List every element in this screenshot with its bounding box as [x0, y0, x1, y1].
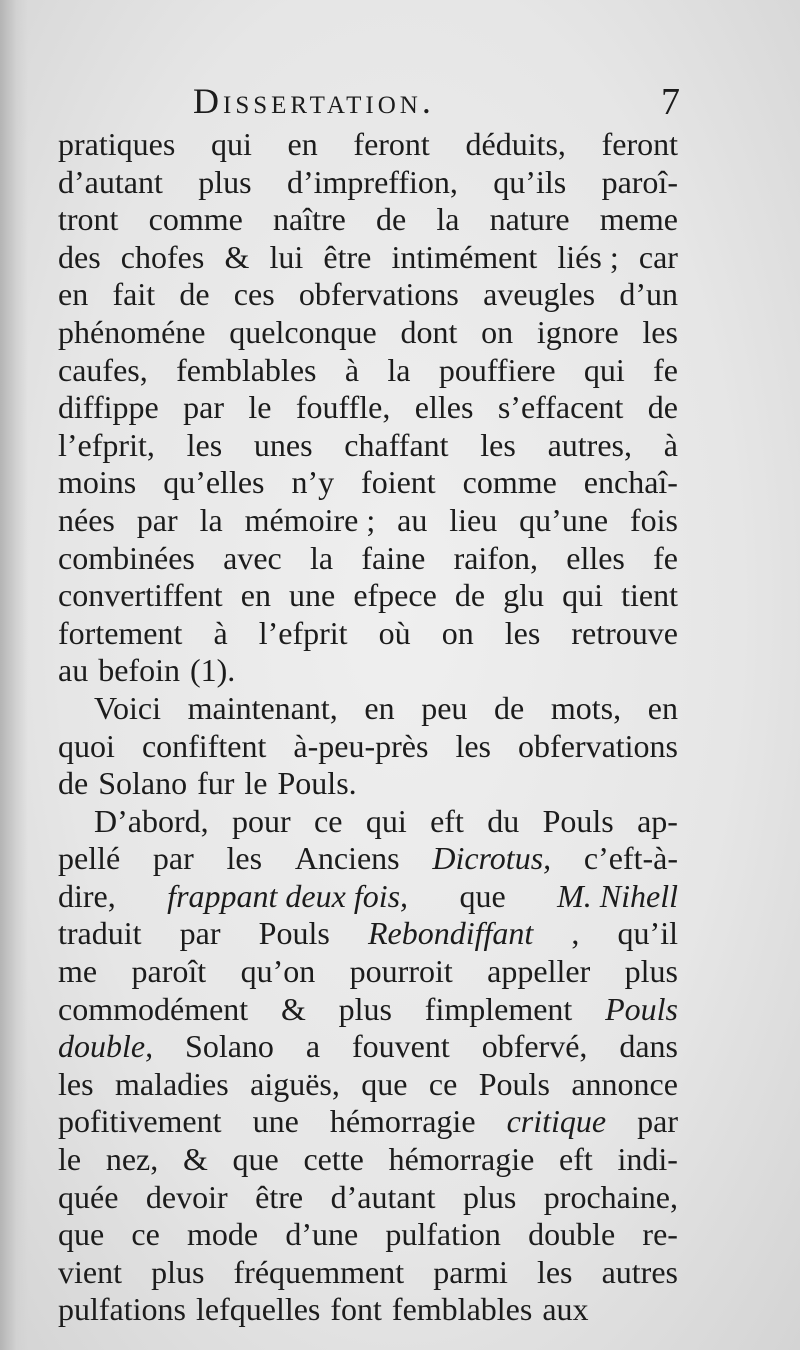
word: par: [183, 389, 224, 426]
word: que: [232, 1141, 279, 1178]
word: être: [323, 238, 372, 275]
word: &: [224, 238, 250, 275]
word: nées: [58, 501, 115, 538]
word: comme: [462, 464, 557, 501]
word: les: [504, 614, 541, 651]
word: pofitivement: [58, 1103, 222, 1140]
word: car: [638, 238, 678, 275]
word: Solano: [185, 1028, 274, 1065]
word: les: [226, 840, 263, 877]
paragraph: [58, 803, 678, 1329]
word: liés ;: [557, 238, 619, 275]
word: les: [58, 1065, 94, 1102]
text-line: [58, 1254, 678, 1292]
page-header: [58, 80, 680, 128]
word: tient: [621, 577, 678, 614]
word: faine: [361, 539, 426, 576]
word: en: [647, 689, 678, 726]
word: tront: [58, 201, 119, 238]
word: à: [663, 426, 678, 463]
word: pellé: [58, 840, 121, 877]
word: fouffle,: [295, 389, 391, 426]
word: autres,: [547, 426, 632, 463]
word: à-peu-près: [293, 727, 429, 764]
body-text: [58, 126, 678, 1329]
word: les: [642, 313, 678, 350]
word: efpece: [353, 577, 437, 614]
word: enchaî-: [583, 464, 678, 501]
word: quée: [58, 1178, 119, 1215]
word: raifon,: [453, 539, 538, 576]
word: le: [58, 1141, 82, 1178]
word: ap-: [637, 802, 678, 839]
word: une: [289, 577, 336, 614]
text-line: [58, 1141, 678, 1179]
text-line: [58, 464, 678, 502]
text-line: [58, 502, 678, 540]
word: à: [344, 351, 360, 388]
word: elles: [414, 389, 474, 426]
word: fait: [112, 276, 156, 313]
text-line: [58, 765, 678, 803]
word: fe: [653, 351, 678, 388]
word: confiftent: [141, 727, 267, 764]
word: critique: [506, 1103, 607, 1140]
word: qu’elles: [163, 464, 265, 501]
word: Anciens: [294, 840, 400, 877]
word: maintenant,: [187, 689, 338, 726]
text-line: [58, 840, 678, 878]
text-line: [58, 878, 678, 916]
word: devoir: [145, 1178, 228, 1215]
word: pour: [232, 802, 291, 839]
word: plus: [624, 953, 678, 990]
text-line: [58, 1179, 678, 1217]
word: dire,: [58, 877, 116, 914]
word: déduits,: [465, 126, 566, 162]
word: combinées: [58, 539, 195, 576]
word: paroî-: [601, 163, 678, 200]
word: a: [305, 1028, 321, 1065]
word: dans: [619, 1028, 678, 1065]
word: unes: [253, 426, 313, 463]
word: comme: [148, 201, 243, 238]
word: être: [255, 1178, 304, 1215]
word: meme: [599, 201, 678, 238]
word: convertiffent: [58, 577, 223, 614]
text-line: [58, 126, 678, 164]
text-line: [58, 389, 678, 427]
word: Pouls: [258, 915, 330, 952]
text-line: [58, 953, 678, 991]
word: nature: [489, 201, 570, 238]
word: phénoméne: [58, 313, 206, 350]
word: Solano: [98, 765, 188, 802]
word: naître: [272, 201, 346, 238]
word: qu’une: [519, 501, 609, 538]
word: pourroit: [349, 953, 453, 990]
word: s’effacent: [497, 389, 624, 426]
word: la: [199, 501, 223, 538]
word: qui: [562, 577, 603, 614]
text-line: [58, 915, 678, 953]
word: chaffant: [344, 426, 449, 463]
word: nez,: [105, 1141, 159, 1178]
word: fe: [653, 539, 678, 576]
text-line: [58, 690, 678, 728]
text-line: [58, 1291, 678, 1329]
word: chofes: [120, 238, 205, 275]
word: des: [58, 238, 101, 275]
word: les: [536, 1253, 573, 1290]
text-line: [58, 615, 678, 653]
word: &: [280, 990, 306, 1027]
word: befoin: [98, 652, 180, 689]
word: Voici: [94, 689, 161, 726]
word: plus: [151, 1253, 205, 1290]
word: qui: [365, 802, 407, 839]
word: ce: [428, 1065, 458, 1102]
word: plus: [198, 163, 252, 200]
word: vient: [58, 1253, 122, 1290]
word: fur: [197, 765, 235, 802]
word: mots,: [550, 689, 622, 726]
word: femblables: [391, 1291, 533, 1328]
word: ces: [233, 276, 275, 313]
paragraph: [58, 690, 678, 803]
word: d’impreffion,: [286, 163, 458, 200]
word: feront: [353, 126, 430, 162]
word: indi-: [617, 1141, 678, 1178]
word: eft: [559, 1141, 593, 1178]
word: de: [375, 201, 407, 238]
word: le: [244, 765, 268, 802]
word: c’eft-à-: [583, 840, 678, 877]
text-line: [58, 991, 678, 1029]
text-line: [58, 201, 678, 239]
word: moins: [58, 464, 137, 501]
word: de: [58, 765, 89, 802]
word: Pouls.: [277, 765, 357, 802]
text-line: [58, 352, 678, 390]
word: d’autant: [58, 163, 163, 200]
word: qu’ils: [493, 163, 567, 200]
word: eft: [430, 802, 464, 839]
word: aiguës,: [250, 1065, 340, 1102]
word: une: [252, 1103, 299, 1140]
word: on: [441, 614, 474, 651]
page-gutter-shadow: [0, 0, 28, 1350]
word: pulfations: [58, 1291, 186, 1328]
text-line: [58, 276, 678, 314]
word: plus: [462, 1178, 517, 1215]
word: l’efprit,: [58, 426, 155, 463]
word: le: [248, 389, 272, 426]
word: glu: [503, 577, 545, 614]
word: fouvent: [352, 1028, 450, 1065]
word: commodément: [58, 990, 249, 1027]
word: feront: [601, 126, 678, 162]
text-line: [58, 1216, 678, 1254]
word: (1).: [189, 652, 236, 689]
text-line: [58, 427, 678, 465]
word: la: [436, 201, 460, 238]
word: d’une: [285, 1216, 359, 1253]
word: double: [528, 1216, 616, 1253]
word: prochaine,: [543, 1178, 678, 1215]
word: D’abord,: [94, 802, 209, 839]
word: elles: [566, 539, 625, 576]
word: maladies: [114, 1065, 229, 1102]
word: pulfation: [385, 1216, 501, 1253]
word: retrouve: [571, 614, 678, 651]
word: me: [58, 953, 98, 990]
word: lieu: [449, 501, 498, 538]
word: lui: [269, 238, 304, 275]
word: pratiques: [58, 126, 176, 162]
word: par: [637, 1103, 678, 1140]
word: que: [58, 1216, 105, 1253]
word: re-: [642, 1216, 678, 1253]
word: où: [378, 614, 411, 651]
word: fois: [629, 501, 678, 538]
word: qui: [583, 351, 625, 388]
word: au: [397, 501, 428, 538]
word: ,: [571, 915, 580, 952]
paragraph: [58, 126, 678, 690]
word: pouffiere: [438, 351, 556, 388]
word: aux: [542, 1291, 589, 1328]
text-line: [58, 314, 678, 352]
text-line: [58, 1066, 678, 1104]
word: les: [186, 426, 223, 463]
word: en: [58, 276, 89, 313]
word: mémoire ;: [244, 501, 376, 538]
word: les: [455, 727, 491, 764]
word: qu’il: [617, 915, 678, 952]
word: la: [309, 539, 334, 576]
word: en: [364, 689, 395, 726]
word: parmi: [433, 1253, 508, 1290]
text-line: [58, 803, 678, 841]
word: hémorragie: [388, 1141, 535, 1178]
word: obfervations: [518, 727, 678, 764]
word: frappant deux fois,: [167, 877, 409, 914]
word: appeller: [487, 953, 591, 990]
text-line: [58, 1028, 678, 1066]
text-line: [58, 540, 678, 578]
word: double,: [58, 1028, 154, 1065]
word: obfervé,: [481, 1028, 588, 1065]
word: cette: [303, 1141, 364, 1178]
word: foient: [361, 464, 436, 501]
word: annonce: [571, 1065, 678, 1102]
word: la: [387, 351, 411, 388]
word: aveugles: [483, 276, 596, 313]
word: fimplement: [424, 990, 573, 1027]
word: par: [179, 915, 221, 952]
text-line: [58, 1103, 678, 1141]
word: plus: [338, 990, 392, 1027]
word: par: [152, 840, 194, 877]
word: femblables: [176, 351, 317, 388]
word: l’efprit: [258, 614, 348, 651]
word: que: [459, 877, 506, 914]
word: en: [287, 126, 318, 162]
word: d’autant: [330, 1178, 436, 1215]
word: au: [58, 652, 89, 689]
word: caufes,: [58, 351, 148, 388]
word: Pouls: [542, 802, 614, 839]
word: diffippe: [58, 389, 159, 426]
text-line: [58, 239, 678, 277]
word: fréquemment: [233, 1253, 405, 1290]
word: Pouls: [605, 990, 678, 1027]
word: lefquelles: [195, 1291, 321, 1328]
text-line: [58, 164, 678, 202]
word: intimément: [391, 238, 538, 275]
word: les: [480, 426, 516, 463]
word: que: [361, 1065, 408, 1102]
word: traduit: [58, 915, 142, 952]
word: qu’on: [240, 953, 316, 990]
word: hémorragie: [329, 1103, 476, 1140]
word: mode: [187, 1216, 259, 1253]
word: obfervations: [298, 276, 459, 313]
text-line: [58, 652, 678, 690]
word: on: [481, 313, 514, 350]
word: Dicrotus,: [432, 840, 552, 877]
text-line: [58, 577, 678, 615]
word: M. Nihell: [557, 877, 678, 914]
word: par: [136, 501, 178, 538]
word: dont: [400, 313, 458, 350]
word: de: [454, 577, 486, 614]
word: font: [330, 1291, 382, 1328]
word: à: [213, 614, 228, 651]
word: qui: [210, 126, 252, 162]
word: autres: [601, 1253, 678, 1290]
word: du: [487, 802, 520, 839]
word: &: [182, 1141, 208, 1178]
text-line: [58, 728, 678, 766]
running-head: Dissertation.: [193, 81, 435, 121]
word: quoi: [58, 727, 115, 764]
word: avec: [223, 539, 282, 576]
word: ce: [131, 1216, 160, 1253]
word: d’un: [619, 276, 678, 313]
word: quelconque: [229, 313, 377, 350]
word: paroît: [131, 953, 207, 990]
word: en: [240, 577, 271, 614]
word: de: [647, 389, 678, 426]
word: peu: [421, 689, 468, 726]
word: Rebondiffant: [367, 915, 534, 952]
word: de: [179, 276, 210, 313]
page-number: 7: [661, 81, 680, 123]
word: ce: [314, 802, 343, 839]
word: de: [494, 689, 525, 726]
word: ignore: [536, 313, 619, 350]
word: n’y: [291, 464, 335, 501]
word: fortement: [58, 614, 183, 651]
word: Pouls: [478, 1065, 550, 1102]
